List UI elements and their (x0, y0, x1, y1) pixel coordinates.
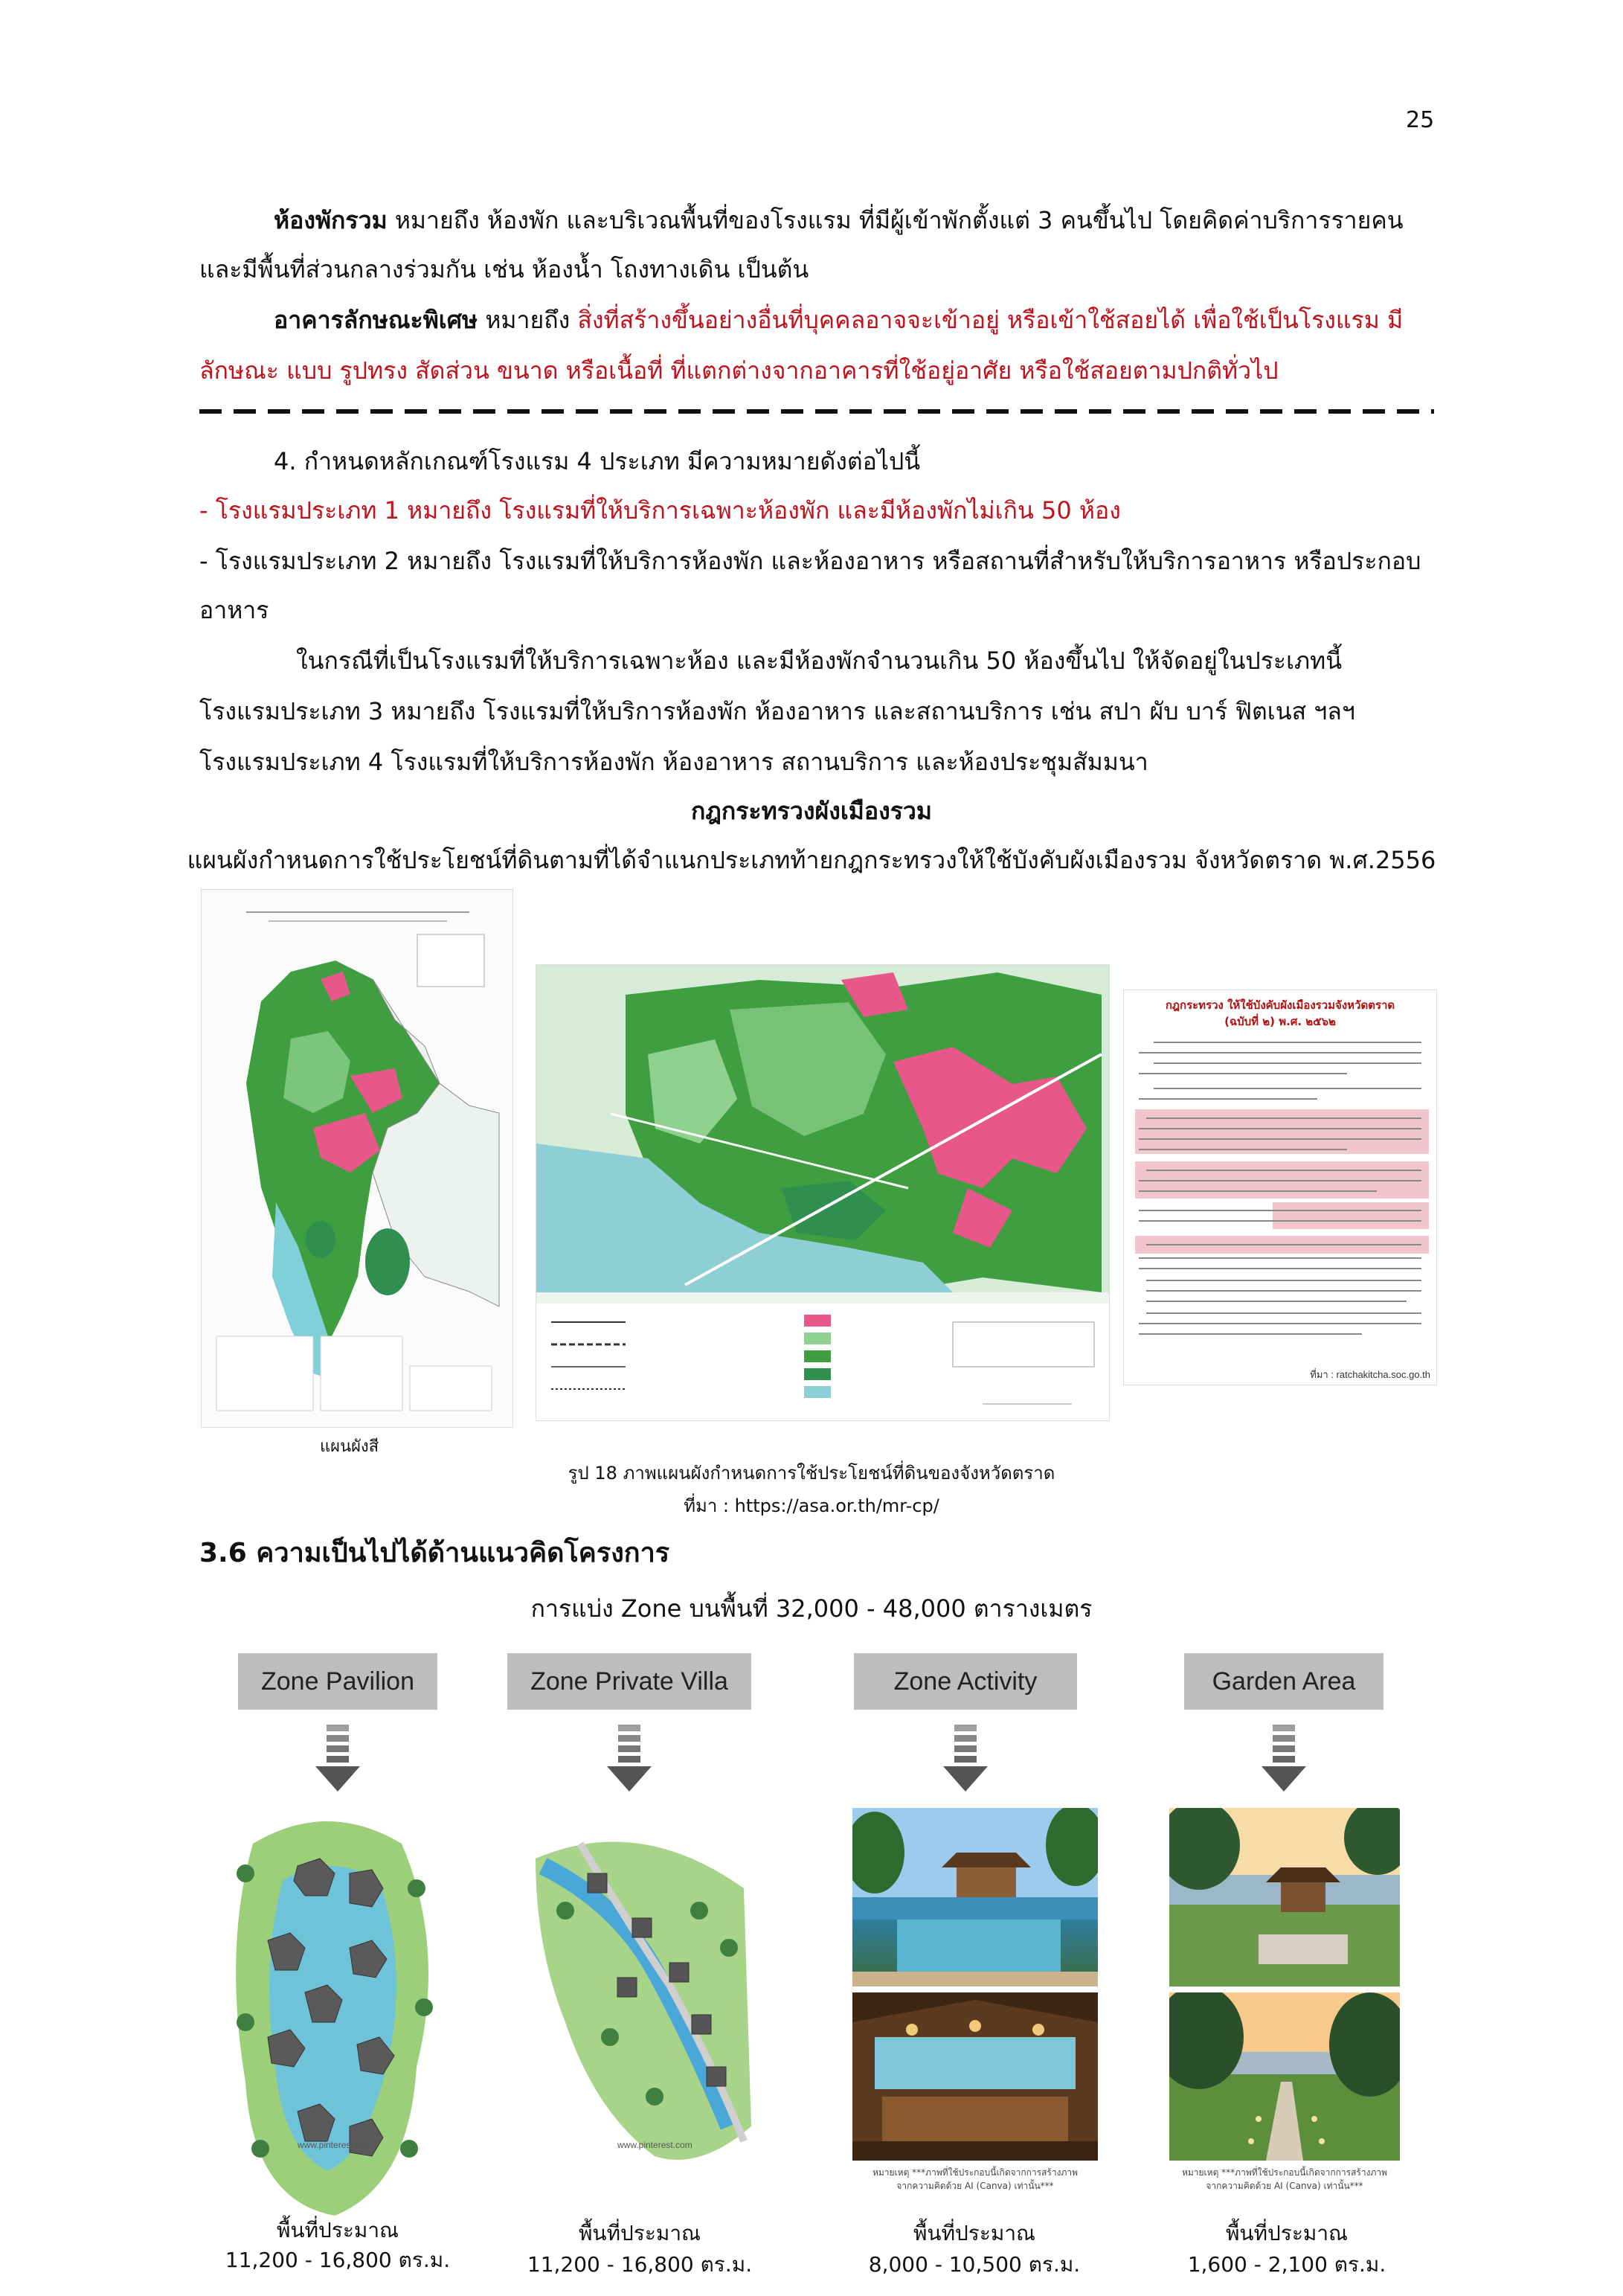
doc-title-1: กฎกระทรวง ให้ใช้บังคับผังเมืองรวมจังหวัดตราด (1165, 998, 1395, 1012)
restaurant-scene (852, 1992, 1098, 2161)
page-number: 25 (1406, 107, 1435, 133)
villa-plan-drawing (521, 1799, 759, 2245)
middle-map-drawing (536, 965, 1109, 1420)
regulation-subtitle: แผนผังกำหนดการใช้ประโยชน์ที่ดินตามที่ได้จำแนกประเภทท้ายกฎกระทรวงให้ใช้บังคับผังเมืองรวม จังหวัดตราด พ.ศ.2556 (187, 846, 1436, 874)
garden-area-label: Garden Area (1184, 1653, 1383, 1710)
pavilion-plan-image (223, 1799, 439, 2245)
hotel-type-3: โรงแรมประเภท 3 หมายถึง โรงแรมที่ให้บริการห้องพัก ห้องอาหาร และสถานบริการ เช่น สปา ผับ บาร์ ฟิตเนส ฯลฯ (199, 697, 1355, 725)
section-title: 3.6 ความเป็นไปได้ด้านแนวคิดโครงการ (199, 1538, 670, 1568)
para1-line1 (274, 204, 1404, 237)
para2-text1b: สิ่งที่สร้างขึ้นอย่างอื่นที่บุคคลอาจจะเข้าอยู่ หรือเข้าใช้สอยได้ เพื่อใช้เป็นโรงแรม มี (577, 306, 1404, 334)
left-color-map (201, 889, 513, 1428)
para2-line1 (274, 304, 1403, 336)
activity-note-1: หมายเหตุ ***ภาพที่ใช้ประกอบนี้เกิดจากการสร้างภาพ (872, 2167, 1079, 2178)
map-caption: แผนผังสี (320, 1437, 379, 1456)
hotel-type-1: - โรงแรมประเภท 1 หมายถึง โรงแรมที่ให้บริการเฉพาะห้องพัก และมีห้องพักไม่เกิน 50 ห้อง (199, 496, 1121, 525)
garden-area-value: 1,600 - 2,100 ตร.ม. (1187, 2252, 1386, 2277)
para1-text1: หมายถึง ห้องพัก และบริเวณพื้นที่ของโรงแรม ที่มีผู้เข้าพักตั้งแต่ 3 คนขึ้นไป โดยคิดค่าบริการรายคน (387, 206, 1404, 234)
garden-scene-2 (1169, 1992, 1400, 2161)
regulation-document-image (1123, 990, 1437, 1385)
garden-photo-path (1169, 1992, 1400, 2161)
garden-scene-1 (1169, 1808, 1400, 1986)
dashed-divider (199, 404, 1434, 419)
pavilion-area-value: 11,200 - 16,800 ตร.ม. (225, 2248, 451, 2272)
villa-watermark: www.pinterest.com (617, 2140, 692, 2150)
term-shared-room: ห้องพักรวม (274, 206, 388, 234)
activity-area-value: 8,000 - 10,500 ตร.ม. (868, 2252, 1081, 2277)
hotel-types-heading: 4. กำหนดหลักเกณฑ์โรงแรม 4 ประเภท มีความหมายดังต่อไปนี้ (274, 447, 921, 475)
doc-source: ที่มา : ratchakitcha.soc.go.th (1310, 1369, 1430, 1380)
zone-private-villa-label: Zone Private Villa (507, 1653, 751, 1710)
hotel-type-2-line1: - โรงแรมประเภท 2 หมายถึง โรงแรมที่ให้บริการห้องพัก และห้องอาหาร หรือสถานที่สำหรับให้บริการอาหาร หรือประกอบ (199, 547, 1421, 575)
figure-source: ที่มา : https://asa.or.th/mr-cp/ (684, 1495, 939, 1516)
doc-title-2: (ฉบับที่ ๒) พ.ศ. ๒๕๖๒ (1224, 1015, 1336, 1028)
private-villa-plan-image (521, 1799, 759, 2245)
regulation-title: กฎกระทรวงผังเมืองรวม (691, 797, 932, 825)
hotel-type-4: โรงแรมประเภท 4 โรงแรมที่ให้บริการห้องพัก ห้องอาหาร สถานบริการ และห้องประชุมสัมมนา (199, 748, 1148, 776)
activity-photo-restaurant (852, 1992, 1098, 2161)
zone-pavilion-label: Zone Pavilion (238, 1653, 437, 1710)
pavilion-watermark: www.pinterest.com (298, 2140, 373, 2150)
garden-area-label-text: พื้นที่ประมาณ (1225, 2221, 1349, 2245)
figure-caption: รูป 18 ภาพแผนผังกำหนดการใช้ประโยชน์ที่ดินของจังหวัดตราด (568, 1463, 1055, 1484)
hotel-type-2-note: ในกรณีที่เป็นโรงแรมที่ให้บริการเฉพาะห้อง และมีห้องพักจำนวนเกิน 50 ห้องขึ้นไป ให้จัดอยู่ในประเภทนี้ (296, 647, 1343, 675)
term-special-building: อาคารลักษณะพิเศษ (274, 306, 478, 334)
activity-photo-pool (852, 1808, 1098, 1986)
pool-scene (852, 1808, 1098, 1986)
para2-line2: ลักษณะ แบบ รูปทรง สัดส่วน ขนาด หรือเนื้อที่ ที่แตกต่างจากอาคารที่ใช้อยู่อาศัย หรือใช้สอยตามปกติทั่วไป (199, 356, 1279, 385)
pavilion-plan-drawing (223, 1799, 439, 2245)
villa-area-value: 11,200 - 16,800 ตร.ม. (527, 2252, 753, 2277)
middle-zoning-map (536, 964, 1110, 1421)
para2-text1a: หมายถึง (478, 306, 578, 334)
para1-line2: และมีพื้นที่ส่วนกลางร่วมกัน เช่น ห้องน้ำ โถงทางเดิน เป็นต้น (199, 255, 809, 283)
hotel-type-2-line2: อาหาร (199, 596, 269, 624)
garden-note-1: หมายเหตุ ***ภาพที่ใช้ประกอบนี้เกิดจากการสร้างภาพ (1181, 2167, 1388, 2178)
garden-note-2: จากความคิดด้วย AI (Canva) เท่านั้น*** (1206, 2181, 1363, 2191)
zone-activity-label: Zone Activity (854, 1653, 1077, 1710)
garden-photo-pavilion (1169, 1808, 1400, 1986)
activity-note-2: จากความคิดด้วย AI (Canva) เท่านั้น*** (896, 2181, 1054, 2191)
pavilion-area-label: พื้นที่ประมาณ (276, 2218, 399, 2242)
left-map-drawing (202, 890, 512, 1427)
villa-area-label: พื้นที่ประมาณ (578, 2221, 701, 2245)
doc-text-lines (1124, 1035, 1436, 1370)
activity-area-label: พื้นที่ประมาณ (913, 2221, 1036, 2245)
zone-heading: การแบ่ง Zone บนพื้นที่ 32,000 - 48,000 ตารางเมตร (530, 1594, 1093, 1623)
